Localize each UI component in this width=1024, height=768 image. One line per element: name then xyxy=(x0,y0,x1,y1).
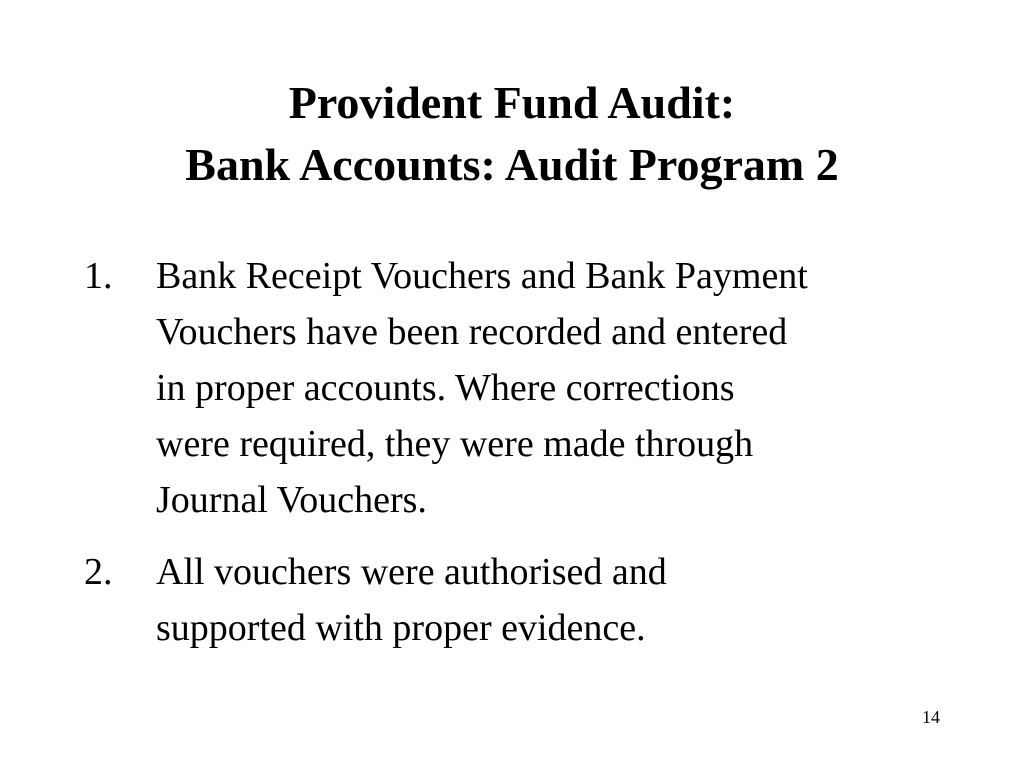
page-number: 14 xyxy=(922,707,940,727)
list-item-number: 1. xyxy=(84,255,113,297)
list-item-line: were required, they were made through xyxy=(156,423,754,465)
list-item-line: Bank Receipt Vouchers and Bank Payment xyxy=(156,255,808,297)
list-item-line: Journal Vouchers. xyxy=(156,479,427,521)
list-item-text xyxy=(156,248,964,528)
list-item-line: supported with proper evidence. xyxy=(156,607,646,649)
slide-title-line-1: Provident Fund Audit: xyxy=(288,77,736,128)
list-item-number: 2. xyxy=(84,551,113,593)
list-item-line: Vouchers have been recorded and entered xyxy=(156,311,788,353)
list-item-1 xyxy=(84,248,964,528)
slide-title-line-2: Bank Accounts: Audit Program 2 xyxy=(185,139,839,190)
list-item-text xyxy=(156,544,964,656)
slide-title xyxy=(0,72,1024,196)
audit-program-list xyxy=(84,248,964,672)
list-item-line: in proper accounts. Where corrections xyxy=(156,367,735,409)
list-item-line: All vouchers were authorised and xyxy=(156,551,667,593)
list-item-2 xyxy=(84,544,964,656)
